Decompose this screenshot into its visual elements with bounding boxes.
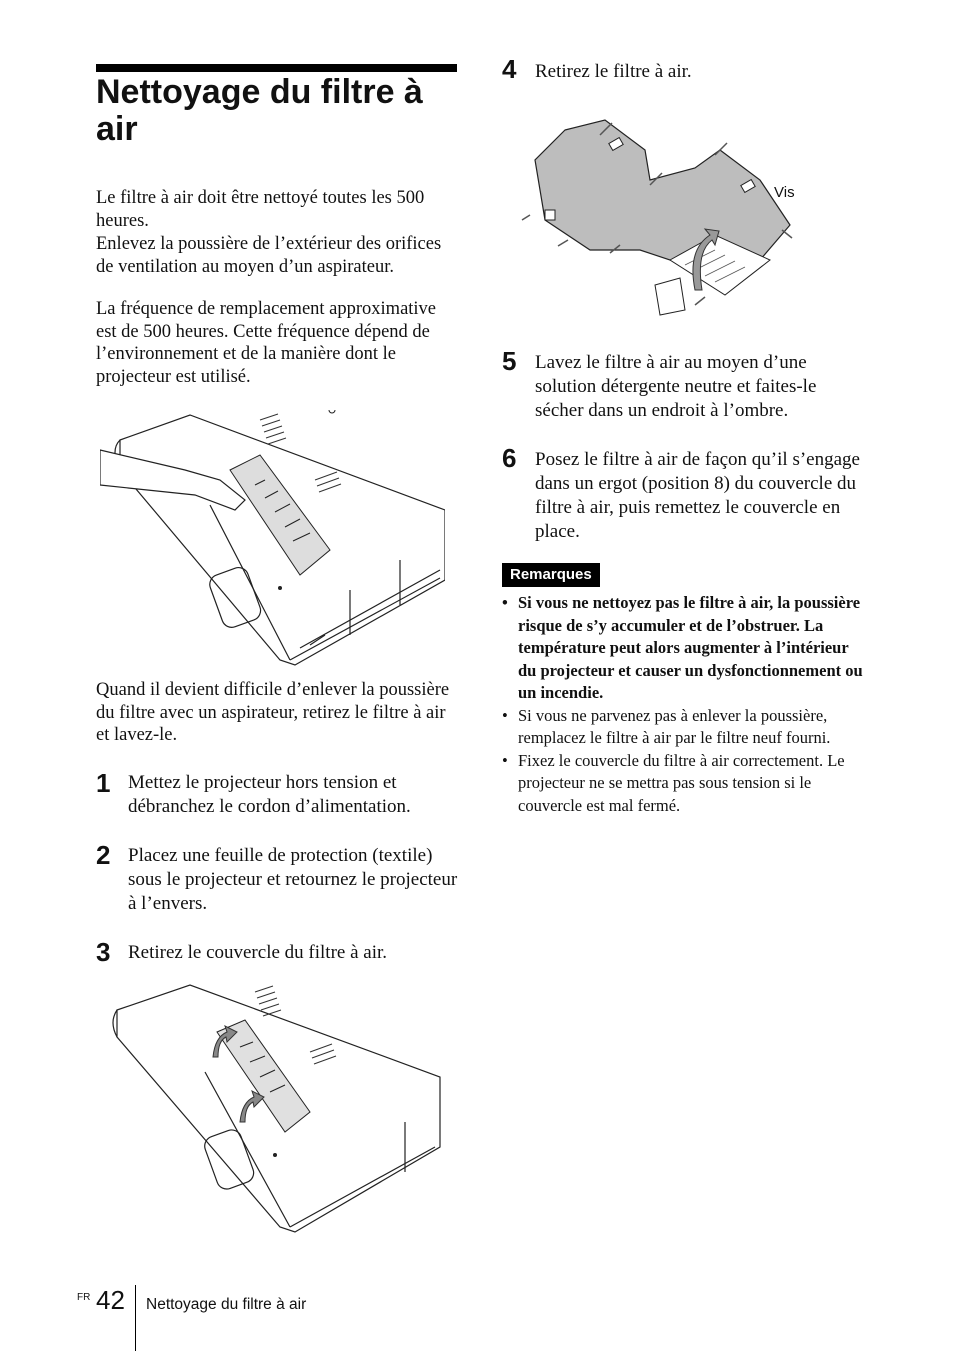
- step-text: Retirez le filtre à air.: [535, 61, 692, 82]
- step-text: Mettez le projecteur hors tension et débranchez le cordon d’alimentation.: [128, 772, 411, 817]
- step-number: 4: [502, 54, 517, 84]
- intro-paragraph: Enlevez la poussière de l’extérieur des orifices de ventilation au moyen d’un aspirateur.: [96, 234, 442, 277]
- step-text: Lavez le filtre à air au moyen d’une solution détergente neutre et faites-le sécher dans un endroit à l’ombre.: [535, 352, 817, 421]
- footer-divider: [135, 1285, 136, 1351]
- notes-list: [500, 592, 870, 817]
- footer-section-title: Nettoyage du filtre à air: [146, 1296, 307, 1313]
- step-text: Retirez le couvercle du filtre à air.: [128, 942, 388, 963]
- screw-label: Vis: [774, 184, 795, 201]
- step-number: 5: [502, 346, 517, 376]
- title-rule: [96, 64, 457, 72]
- remove-cover-illustration: [105, 982, 445, 1237]
- step-number: 2: [96, 840, 111, 870]
- body-paragraph: Quand il devient difficile d’enlever la poussière du filtre avec un aspirateur, retirez le filtre à air et lavez-le.: [96, 680, 450, 745]
- note-item: • Fixez le couvercle du filtre à air correctement. Le projecteur ne se mettra pas sous tension si le couvercle est mal fermé.: [500, 750, 870, 818]
- footer-language: FR: [77, 1292, 91, 1303]
- air-filter-illustration: [520, 110, 805, 325]
- note-item: • Si vous ne parvenez pas à enlever la poussière, remplacez le filtre à air par le filtre neuf fourni.: [500, 705, 870, 750]
- page-title: Nettoyage du filtre à air: [96, 73, 423, 148]
- intro-paragraph: Le filtre à air doit être nettoyé toutes les 500 heures.: [96, 188, 425, 231]
- page-number: 42: [96, 1285, 125, 1315]
- step-number: 1: [96, 768, 111, 798]
- note-item: • Si vous ne nettoyez pas le filtre à air, la poussière risque de s’y accumuler et de l’obstruer. La température peut alors augmenter à l’intérieur du projecteur et causer un dysfonctionnement ou un incendie.: [500, 592, 870, 705]
- step-text: Posez le filtre à air de façon qu’il s’engage dans un ergot (position 8) du couvercle du filtre à air, puis remettez le couvercle en place.: [535, 449, 860, 542]
- vacuum-illustration: [100, 410, 445, 670]
- step-text: Placez une feuille de protection (textile) sous le projecteur et retournez le projecteur à l’envers.: [128, 845, 458, 914]
- notes-badge: Remarques: [502, 563, 600, 587]
- step-number: 3: [96, 937, 111, 967]
- intro-paragraph: La fréquence de remplacement approximative est de 500 heures. Cette fréquence dépend de l’environnement et de la manière dont le projecteur est utilisé.: [96, 299, 437, 387]
- step-number: 6: [502, 443, 517, 473]
